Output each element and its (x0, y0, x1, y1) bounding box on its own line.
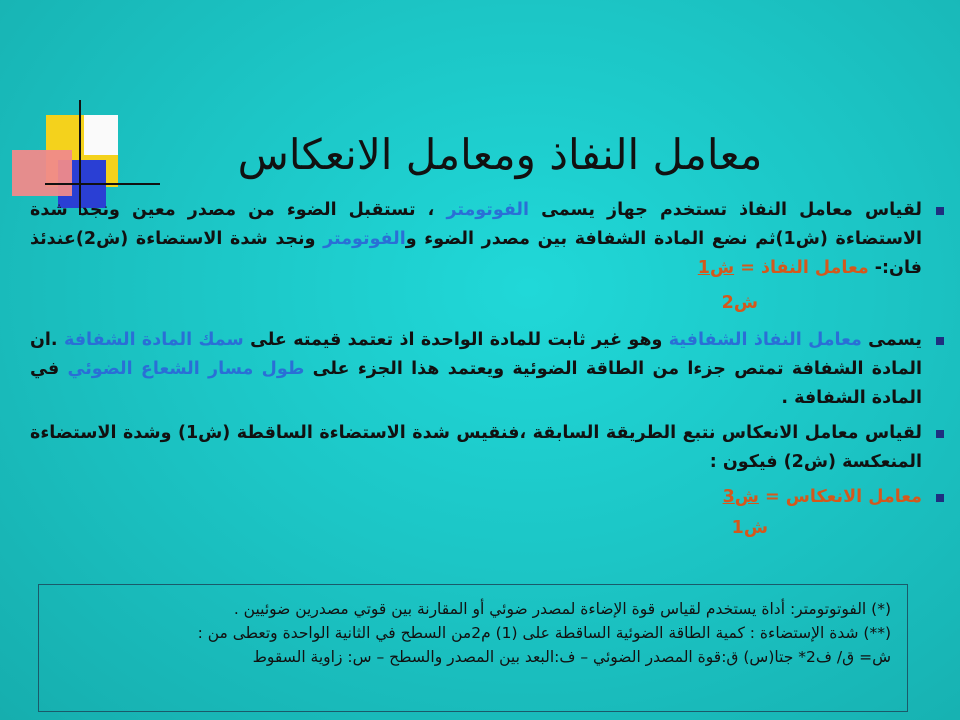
bullet-icon (936, 207, 944, 215)
deco-white-square (84, 115, 118, 155)
thickness-term: سمك المادة الشفافة (63, 330, 244, 350)
transmission-denominator: ش2 (721, 293, 758, 313)
footnote-photometer: (*) الفوتوتومتر: أداة يستخدم لقياس قوة الإضاءة لمصدر ضوئي أو المقارنة بين قوتي مصدرين ضوئيين . (233, 600, 891, 618)
transparency-term: معامل النفاذ الشفافية (668, 330, 862, 350)
reflection-numerator: ش3 (722, 487, 759, 507)
footnotes-box (38, 584, 908, 712)
transmission-coefficient-label: معامل النفاذ = (734, 258, 869, 278)
footnote-formula: ش= ق/ ف2* جتا(س) ق:قوة المصدر الضوئي – ف:البعد بين المصدر والسطح – س: زاوية السقوط (252, 648, 891, 666)
para2-text-2: وهو غير ثابت للمادة الواحدة اذ تعتمد قيمته على (243, 330, 669, 350)
slide-title: معامل النفاذ ومعامل الانعكاس (237, 130, 763, 179)
reflection-coefficient-label: معامل الانعكاس = (758, 487, 922, 507)
reflection-denominator: ش1 (731, 518, 768, 538)
bullet-icon (936, 430, 944, 438)
deco-pink-square (12, 150, 72, 196)
para2-text-4: في المادة الشفافة . (30, 359, 922, 408)
slide-body (30, 196, 948, 543)
transmission-numerator: ش1 (697, 258, 735, 278)
footnote-illuminance: (**) شدة الإستضاءة : كمية الطاقة الضوئية الساقطة على (1) م2من السطح في الثانية الواحدة وتعطى من : (197, 624, 891, 642)
paragraph-transparency (30, 326, 948, 413)
para2-text-3: .ان المادة الشفافة تمتص جزءا من الطاقة الضوئية ويعتمد هذا الجزء على (30, 330, 922, 379)
para1-text-2: ، تستقبل الضوء من مصدر معين ونجد شدة الاستضاءة (ش1)ثم نضع المادة الشفافة بين مصدر الضوء و (30, 200, 923, 249)
path-length-term: طول مسار الشعاع الضوئي (67, 359, 305, 379)
paragraph-reflection-formula (30, 483, 948, 512)
para2-text-1: يسمى (861, 330, 922, 350)
para1-text-1: لقياس معامل النفاذ تستخدم جهاز يسمى (528, 200, 922, 220)
para1-text-3: ونجد شدة الاستضاءة (ش2)عندئذ فان:- (30, 229, 922, 278)
para3-text: لقياس معامل الانعكاس نتبع الطريقة السابقة ،فنقيس شدة الاستضاءة الساقطة (ش1) وشدة الاستضاءة المنعكسة (ش2) فيكون : (30, 423, 923, 472)
photometer-term-2: الفوتومتر (323, 229, 406, 249)
bullet-icon (936, 494, 944, 502)
paragraph-transmission-measurement (30, 196, 948, 283)
photometer-term: الفوتومتر (446, 200, 529, 220)
bullet-icon (936, 337, 944, 345)
paragraph-reflection-measurement (30, 419, 948, 477)
